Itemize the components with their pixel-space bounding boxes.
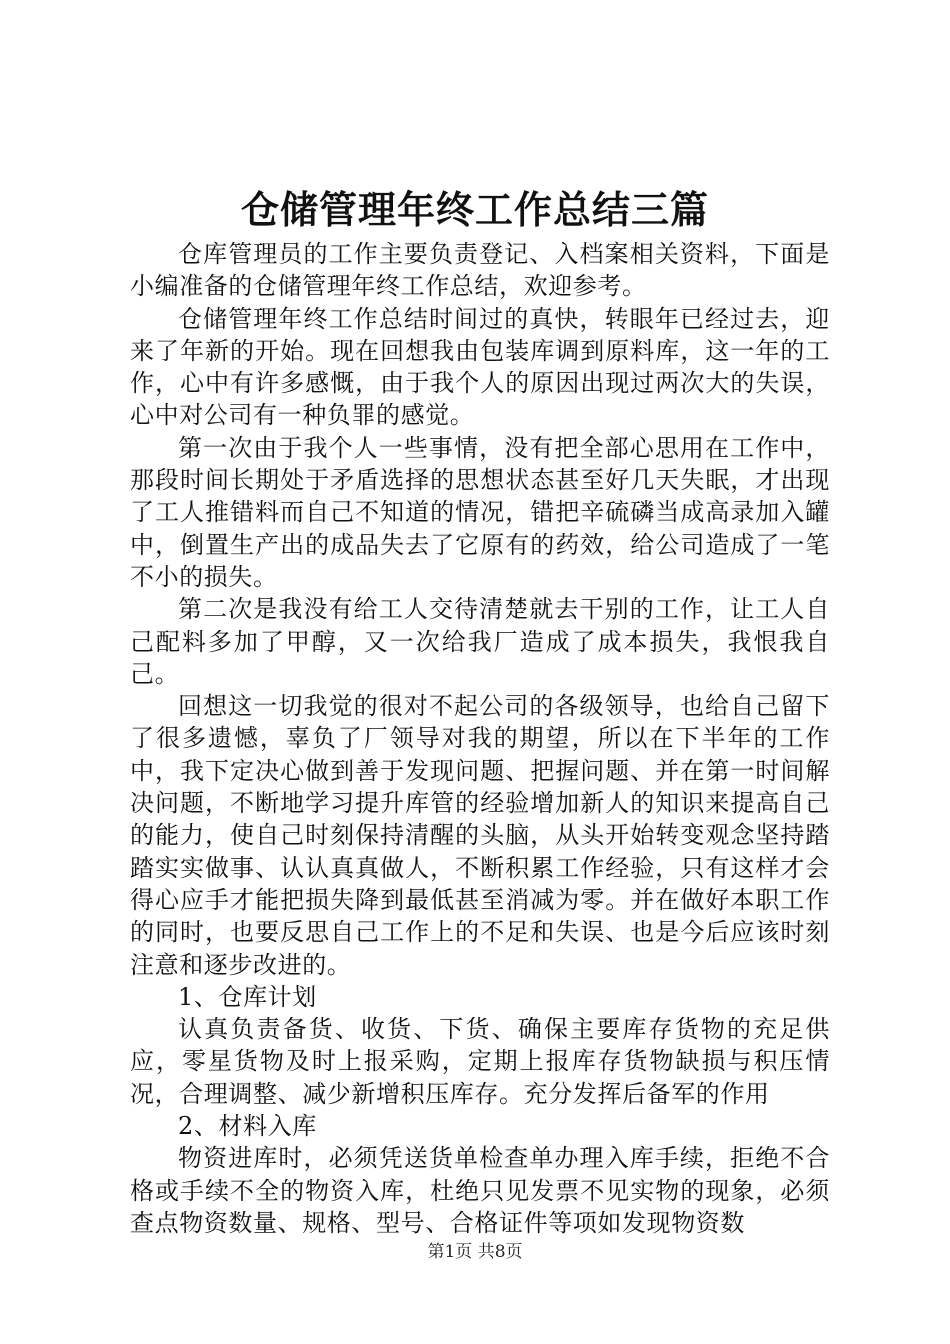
paragraph: 回想这一切我觉的很对不起公司的各级领导，也给自己留下了很多遗憾，辜负了厂领导对我的期望，所以在下半年的工作中，我下定决心做到善于发现问题、把握问题、并在第一时间解决问题，不断地学习提升库管的经验增加新人的知识来提高自己的能力，使自己时刻保持清醒的头脑，从头开始转变观念坚持踏踏实实做事、认认真真做人，不断积累工作经验，只有这样才会得心应手才能把损失降到最低甚至消减为零。并在做好本职工作的同时，也要反思自己工作上的不足和失误、也是今后应该时刻注意和逐步改进的。 xyxy=(130,692,830,979)
document-body xyxy=(130,238,830,1239)
paragraph: 第二次是我没有给工人交待清楚就去干别的工作，让工人自己配料多加了甲醇，又一次给我厂造成了成本损失，我恨我自己。 xyxy=(130,595,830,688)
section-heading: 2、材料入库 xyxy=(178,1112,317,1141)
paragraph: 认真负责备货、收货、下货、确保主要库存货物的充足供应，零星货物及时上报采购，定期上报库存货物缺损与积压情况，合理调整、减少新增积压库存。充分发挥后备军的作用 xyxy=(130,1015,830,1108)
document-title: 仓储管理年终工作总结三篇 xyxy=(240,188,709,232)
paragraph: 第一次由于我个人一些事情，没有把全部心思用在工作中，那段时间长期处于矛盾选择的思想状态甚至好几天失眠，才出现了工人推错料而自己不知道的情况，错把辛硫磷当成高录加入罐中，倒置生产出的成品失去了它原有的药效，给公司造成了一笔不小的损失。 xyxy=(130,433,830,591)
paragraph: 仓库管理员的工作主要负责登记、入档案相关资料，下面是小编准备的仓储管理年终工作总结，欢迎参考。 xyxy=(130,240,830,301)
paragraph: 仓储管理年终工作总结时间过的真快，转眼年已经过去，迎来了年新的开始。现在回想我由包装库调到原料库，这一年的工作，心中有许多感慨，由于我个人的原因出现过两次大的失误，心中对公司有一种负罪的感觉。 xyxy=(130,304,830,430)
paragraph: 物资进库时，必须凭送货单检查单办理入库手续，拒绝不合格或手续不全的物资入库，杜绝只见发票不见实物的现象，必须查点物资数量、规格、型号、合格证件等项如发现物资数 xyxy=(130,1144,830,1237)
section-heading: 1、仓库计划 xyxy=(178,982,317,1011)
page-number-footer: 第1页 共8页 xyxy=(427,1242,523,1262)
